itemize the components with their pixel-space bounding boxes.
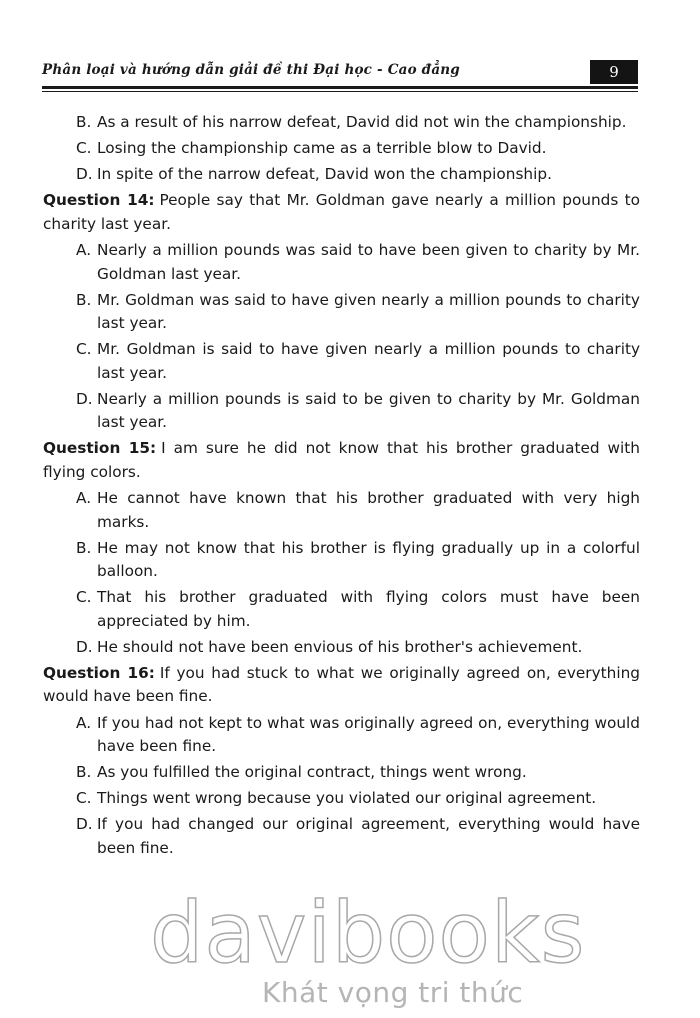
option-text: Nearly a million pounds was said to have been given to charity by Mr. Goldman last year. xyxy=(97,241,640,283)
option-letter: A. xyxy=(76,713,92,732)
option-letter: C. xyxy=(76,789,92,807)
option-letter: B. xyxy=(76,113,92,131)
option-item xyxy=(43,761,640,785)
question-text: I am sure he did not know that his brother graduated with flying colors. xyxy=(43,439,641,481)
option-text: As you fulfilled the original contract, things went wrong. xyxy=(97,763,527,781)
watermark-logo: davibooks xyxy=(150,884,586,982)
page-content xyxy=(43,111,640,863)
option-text: Mr. Goldman was said to have given nearly a million pounds to charity last year. xyxy=(97,290,640,332)
option-item xyxy=(43,813,640,860)
question-text: People say that Mr. Goldman gave nearly a million pounds to charity last year. xyxy=(43,191,640,233)
option-letter: B. xyxy=(76,290,92,309)
option-item xyxy=(43,636,640,660)
option-text: He may not know that his brother is flying gradually up in a colorful balloon. xyxy=(97,538,640,580)
page-header xyxy=(42,60,638,84)
question-15 xyxy=(43,437,640,484)
option-letter: D. xyxy=(76,815,93,833)
option-letter: C. xyxy=(76,340,92,358)
option-letter: B. xyxy=(76,763,92,781)
option-letter: C. xyxy=(76,588,92,606)
question-label: Question 14: xyxy=(43,191,155,209)
option-item xyxy=(43,712,640,759)
option-item xyxy=(43,487,640,534)
option-letter: D. xyxy=(76,637,93,656)
option-text: Mr. Goldman is said to have given nearly a million pounds to charity last year. xyxy=(97,340,640,382)
header-rule-thick xyxy=(42,86,638,89)
option-item xyxy=(43,787,640,811)
question-label: Question 16: xyxy=(43,663,155,682)
option-letter: A. xyxy=(76,241,92,259)
question-14 xyxy=(43,189,640,236)
book-title: Phân loại và hướng dẫn giải đề thi Đại học - Cao đẳng xyxy=(42,62,460,78)
option-item xyxy=(43,239,640,286)
option-text: Things went wrong because you violated our original agreement. xyxy=(97,789,597,807)
option-text: He cannot have known that his brother graduated with very high marks. xyxy=(97,489,640,531)
option-item xyxy=(43,388,640,435)
question-label: Question 15: xyxy=(43,439,157,457)
header-rule-thin xyxy=(42,91,638,92)
question-16 xyxy=(43,662,640,709)
option-text: That his brother graduated with flying colors must have been appreciated by him. xyxy=(97,588,640,630)
option-letter: D. xyxy=(76,165,93,183)
page-number: 9 xyxy=(590,60,638,84)
option-text: He should not have been envious of his brother's achievement. xyxy=(97,637,583,656)
option-item xyxy=(43,111,640,135)
question-text: If you had stuck to what we originally agreed on, everything would have been fine. xyxy=(43,663,640,705)
watermark xyxy=(0,884,700,1018)
watermark-tagline: Khát vọng tri thức xyxy=(262,976,524,1009)
option-letter: C. xyxy=(76,139,92,157)
option-letter: A. xyxy=(76,489,92,507)
option-item xyxy=(43,289,640,336)
option-text: As a result of his narrow defeat, David did not win the championship. xyxy=(97,113,627,131)
option-text: If you had changed our original agreement, everything would have been fine. xyxy=(97,815,640,857)
option-text: If you had not kept to what was originally agreed on, everything would have been fine. xyxy=(97,713,640,755)
option-letter: D. xyxy=(76,389,93,408)
option-text: Nearly a million pounds is said to be given to charity by Mr. Goldman last year. xyxy=(97,389,640,431)
option-item xyxy=(43,537,640,584)
option-text: In spite of the narrow defeat, David won the championship. xyxy=(97,165,552,183)
option-item xyxy=(43,338,640,385)
option-item xyxy=(43,586,640,633)
option-item xyxy=(43,163,640,187)
option-letter: B. xyxy=(76,538,92,557)
option-item xyxy=(43,137,640,161)
option-text: Losing the championship came as a terrible blow to David. xyxy=(97,139,547,157)
